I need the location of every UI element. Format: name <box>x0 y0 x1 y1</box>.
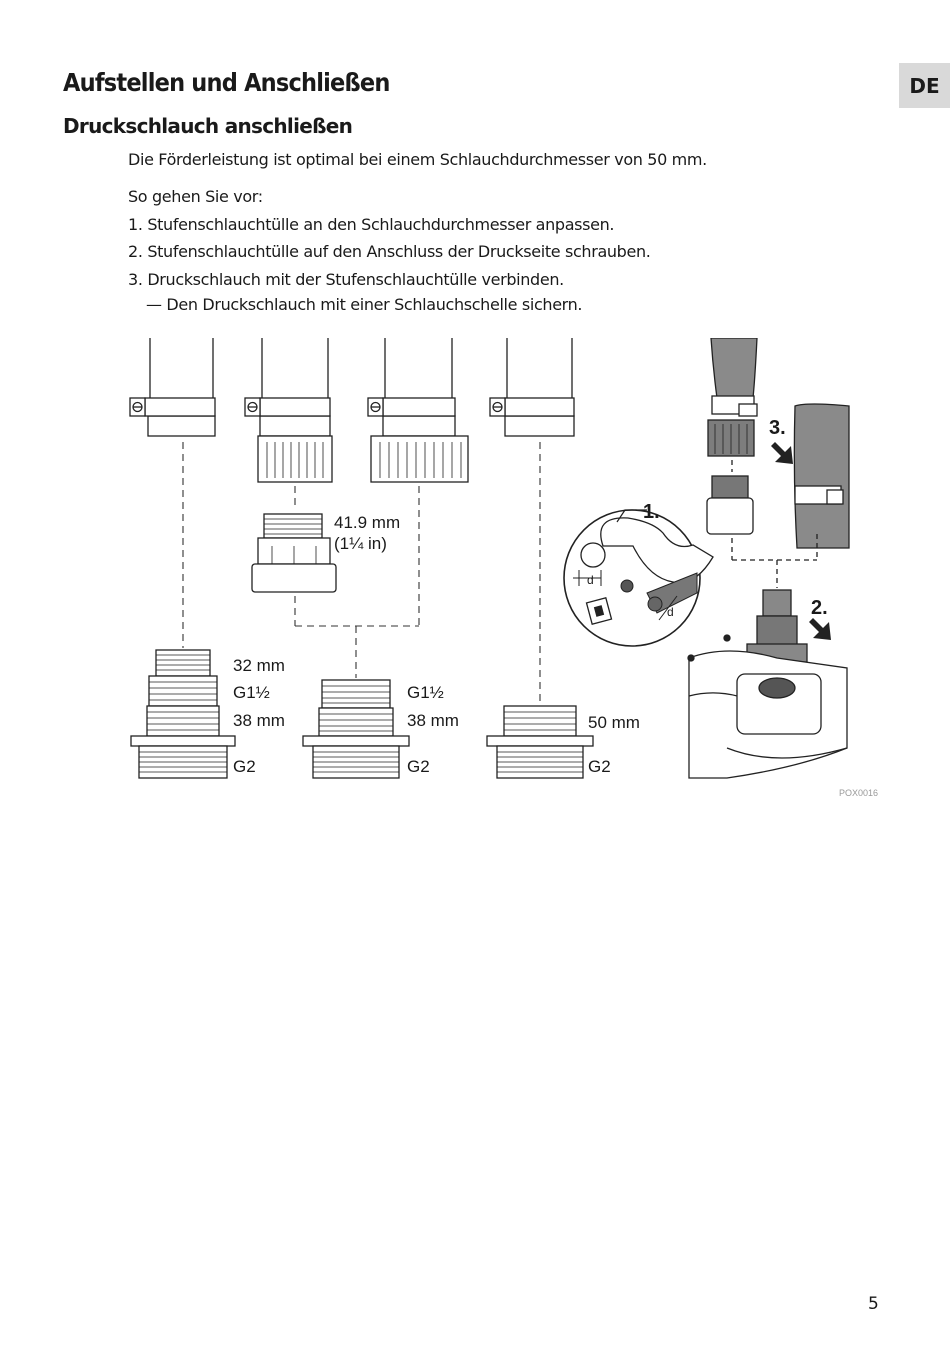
substep-item <box>146 295 582 315</box>
step-number: 1. <box>128 215 143 234</box>
fitting-label: G2 <box>233 757 256 776</box>
fitting-label: G1½ <box>233 683 270 702</box>
step-text: Druckschlauch mit der Stufenschlauchtülle verbinden. <box>147 270 564 289</box>
substep-text: Den Druckschlauch mit einer Schlauchschelle sichern. <box>166 295 583 314</box>
intro-text: Die Förderleistung ist optimal bei einem Schlauchdurchmesser von 50 mm. <box>128 150 707 169</box>
fitting-label: G1½ <box>407 683 444 702</box>
adapter-size-label: 41.9 mm <box>334 513 401 532</box>
step-number: 3. <box>128 270 143 289</box>
step-marker: 2. <box>811 597 828 619</box>
dimension-label: d <box>587 573 594 587</box>
stepped-fitting <box>487 706 593 778</box>
fitting-label: G2 <box>407 757 430 776</box>
step-item <box>128 215 614 235</box>
language-tab: DE <box>899 63 950 108</box>
stepped-fitting <box>131 650 235 778</box>
step-item <box>128 270 564 290</box>
hose-connection-figure <box>127 338 887 803</box>
adapter-size-label: (1¼ in) <box>334 534 387 553</box>
dimension-label: d <box>667 605 674 619</box>
fitting-label: 32 mm <box>233 656 285 675</box>
lead-text: So gehen Sie vor: <box>128 187 263 206</box>
fitting-label: G2 <box>588 757 611 776</box>
hose-with-clamp <box>130 338 215 436</box>
step-text: Stufenschlauchtülle auf den Anschluss der Druckseite schrauben. <box>147 242 651 261</box>
dash-bullet: — <box>146 295 162 314</box>
figure-code: POX0016 <box>839 788 879 798</box>
page-title: Aufstellen und Anschließen <box>63 68 390 97</box>
hose-with-clamp <box>490 338 574 436</box>
stepped-fitting <box>303 680 409 778</box>
fitting-label: 38 mm <box>407 711 459 730</box>
fitting-label: 38 mm <box>233 711 285 730</box>
page-number: 5 <box>868 1294 879 1314</box>
step-marker: 1. <box>643 501 660 523</box>
hose-with-clamp <box>368 338 468 482</box>
step-number: 2. <box>128 242 143 261</box>
fitting-label: 50 mm <box>588 713 640 732</box>
hose-with-clamp <box>245 338 332 482</box>
step-item <box>128 242 651 262</box>
section-title: Druckschlauch anschließen <box>63 114 353 138</box>
thread-adapter <box>252 514 336 592</box>
step-marker: 3. <box>769 417 786 439</box>
step-text: Stufenschlauchtülle an den Schlauchdurchmesser anpassen. <box>147 215 615 234</box>
